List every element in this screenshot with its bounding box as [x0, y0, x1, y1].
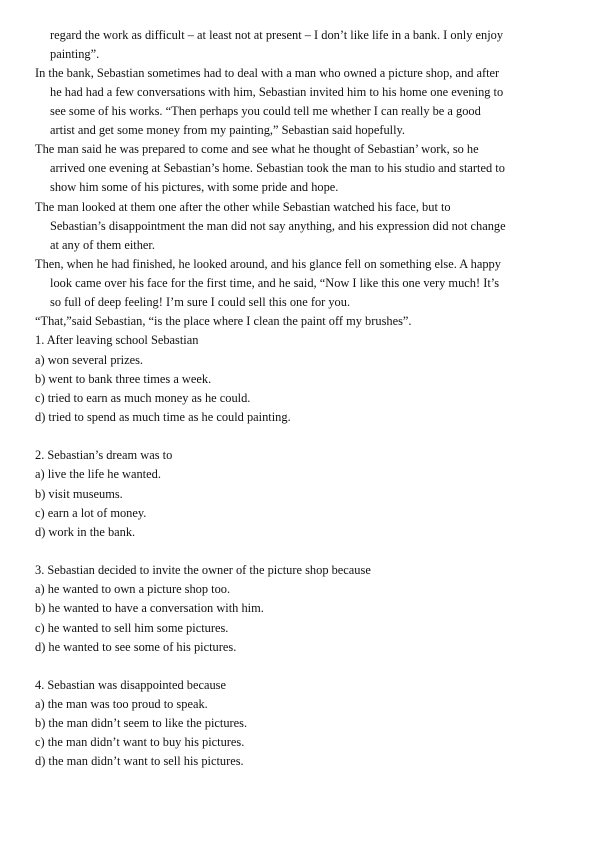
- answer-option: d) he wanted to see some of his pictures.: [35, 640, 237, 654]
- answer-option: b) visit museums.: [35, 487, 123, 501]
- passage-line: arrived one evening at Sebastian’s home. Sebastian took the man to his studio and started to: [50, 161, 505, 175]
- answer-option: a) won several prizes.: [35, 353, 144, 367]
- passage-line: painting”.: [50, 47, 100, 61]
- answer-option: c) tried to earn as much money as he could.: [35, 391, 251, 405]
- answer-option: b) he wanted to have a conversation with him.: [35, 601, 264, 615]
- passage-line: see some of his works. “Then perhaps you could tell me whether I can really be a good: [50, 104, 481, 118]
- passage-line: regard the work as difficult – at least not at present – I don’t like life in a bank. I only enjoy: [50, 28, 504, 42]
- passage-line: The man said he was prepared to come and see what he thought of Sebastian’ work, so he: [35, 142, 479, 156]
- answer-option: c) the man didn’t want to buy his pictures.: [35, 735, 245, 749]
- answer-option: a) he wanted to own a picture shop too.: [35, 582, 231, 596]
- answer-option: c) earn a lot of money.: [35, 506, 147, 520]
- answer-option: b) went to bank three times a week.: [35, 372, 212, 386]
- answer-option: a) the man was too proud to speak.: [35, 697, 208, 711]
- passage-line: “That,”said Sebastian, “is the place where I clean the paint off my brushes”.: [35, 314, 412, 328]
- answer-option: d) tried to spend as much time as he could painting.: [35, 410, 291, 424]
- passage-line: so full of deep feeling! I’m sure I could sell this one for you.: [50, 295, 351, 309]
- passage-line: look came over his face for the first time, and he said, “Now I like this one very much! It’s: [50, 276, 500, 290]
- answer-option: a) live the life he wanted.: [35, 467, 161, 481]
- answer-option: c) he wanted to sell him some pictures.: [35, 621, 229, 635]
- passage-line: Sebastian’s disappointment the man did not say anything, and his expression did not change: [50, 219, 506, 233]
- question-stem: 1. After leaving school Sebastian: [35, 333, 199, 347]
- passage-line: The man looked at them one after the other while Sebastian watched his face, but to: [35, 200, 451, 214]
- passage-line: artist and get some money from my painting,” Sebastian said hopefully.: [50, 123, 406, 137]
- answer-option: d) the man didn’t want to sell his pictures.: [35, 754, 244, 768]
- answer-option: d) work in the bank.: [35, 525, 136, 539]
- passage-line: Then, when he had finished, he looked around, and his glance fell on something else. A happy: [35, 257, 501, 271]
- question-stem: 3. Sebastian decided to invite the owner of the picture shop because: [35, 563, 371, 577]
- passage-line: he had had a few conversations with him, Sebastian invited him to his home one evening to: [50, 85, 504, 99]
- question-stem: 2. Sebastian’s dream was to: [35, 448, 173, 462]
- passage-line: at any of them either.: [50, 238, 155, 252]
- passage-line: In the bank, Sebastian sometimes had to deal with a man who owned a picture shop, and after: [35, 66, 500, 80]
- question-stem: 4. Sebastian was disappointed because: [35, 678, 226, 692]
- answer-option: b) the man didn’t seem to like the pictures.: [35, 716, 248, 730]
- passage-line: show him some of his pictures, with some pride and hope.: [50, 180, 339, 194]
